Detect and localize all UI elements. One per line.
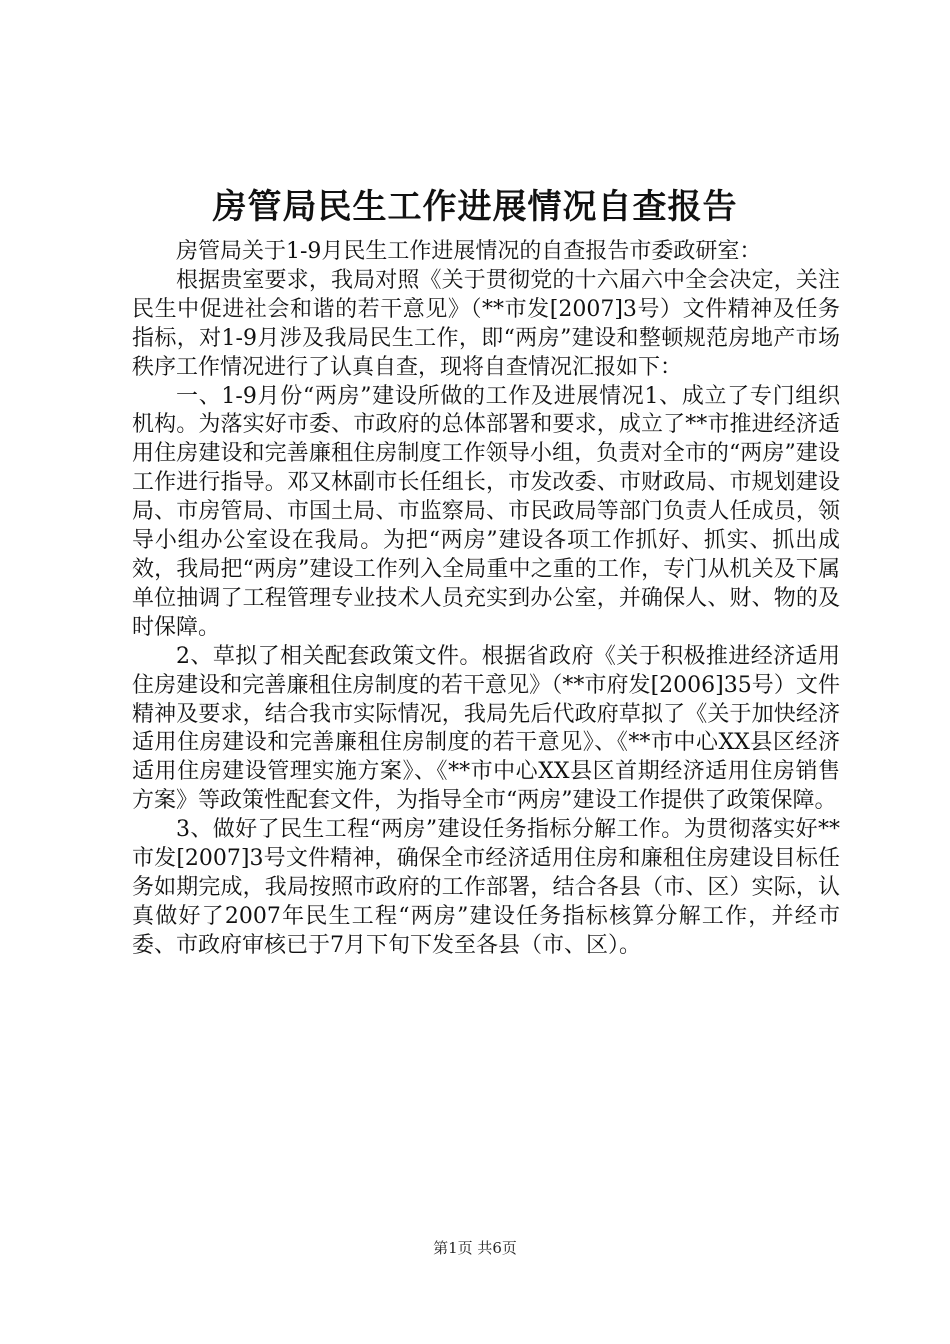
page-footer: 第1页 共6页 bbox=[433, 1239, 517, 1257]
paragraph: 房管局关于1-9月民生工作进展情况的自查报告市委政研室： bbox=[176, 239, 762, 264]
paragraph: 一、1-9月份“两房”建设所做的工作及进展情况1、成立了专门组织机构。为落实好市委、市政府的总体部署和要求，成立了**市推进经济适用住房建设和完善廉租住房制度工作领导小组，负责对全市的“两房”建设工作进行指导。邓又林副市长任组长，市发改委、市财政局、市规划建设局、市房管局、市国土局、市监察局、市民政局等部门负责人任成员，领导小组办公室设在我局。为把“两房”建设各项工作抓好、抓实、抓出成效，我局把“两房”建设工作列入全局重中之重的工作，专门从机关及下属单位抽调了工程管理专业技术人员充实到办公室，并确保人、财、物的及时保障。 bbox=[132, 383, 840, 640]
paragraph: 根据贵室要求，我局对照《关于贯彻党的十六届六中全会决定，关注民生中促进社会和谐的若干意见》（**市发[2007]3号）文件精神及任务指标，对1-9月涉及我局民生工作，即“两房”建设和整顿规范房地产市场秩序工作情况进行了认真自查，现将自查情况汇报如下： bbox=[132, 267, 840, 380]
document-body bbox=[132, 238, 840, 961]
paragraph: 3、做好了民生工程“两房”建设任务指标分解工作。为贯彻落实好**市发[2007]3号文件精神，确保全市经济适用住房和廉租住房建设目标任务如期完成，我局按照市政府的工作部署，结合各县（市、区）实际，认真做好了2007年民生工程“两房”建设任务指标核算分解工作，并经市委、市政府审核已于7月下旬下发至各县（市、区）。 bbox=[132, 817, 840, 958]
paragraph: 2、草拟了相关配套政策文件。根据省政府《关于积极推进经济适用住房建设和完善廉租住房制度的若干意见》（**市府发[2006]35号）文件精神及要求，结合我市实际情况，我局先后代政府草拟了《关于加快经济适用住房建设和完善廉租住房制度的若干意见》、《**市中心XX县区经济适用住房建设管理实施方案》、《**市中心XX县区首期经济适用住房销售方案》等政策性配套文件，为指导全市“两房”建设工作提供了政策保障。 bbox=[132, 643, 840, 814]
document-title: 房管局民生工作进展情况自查报告 bbox=[212, 187, 738, 227]
